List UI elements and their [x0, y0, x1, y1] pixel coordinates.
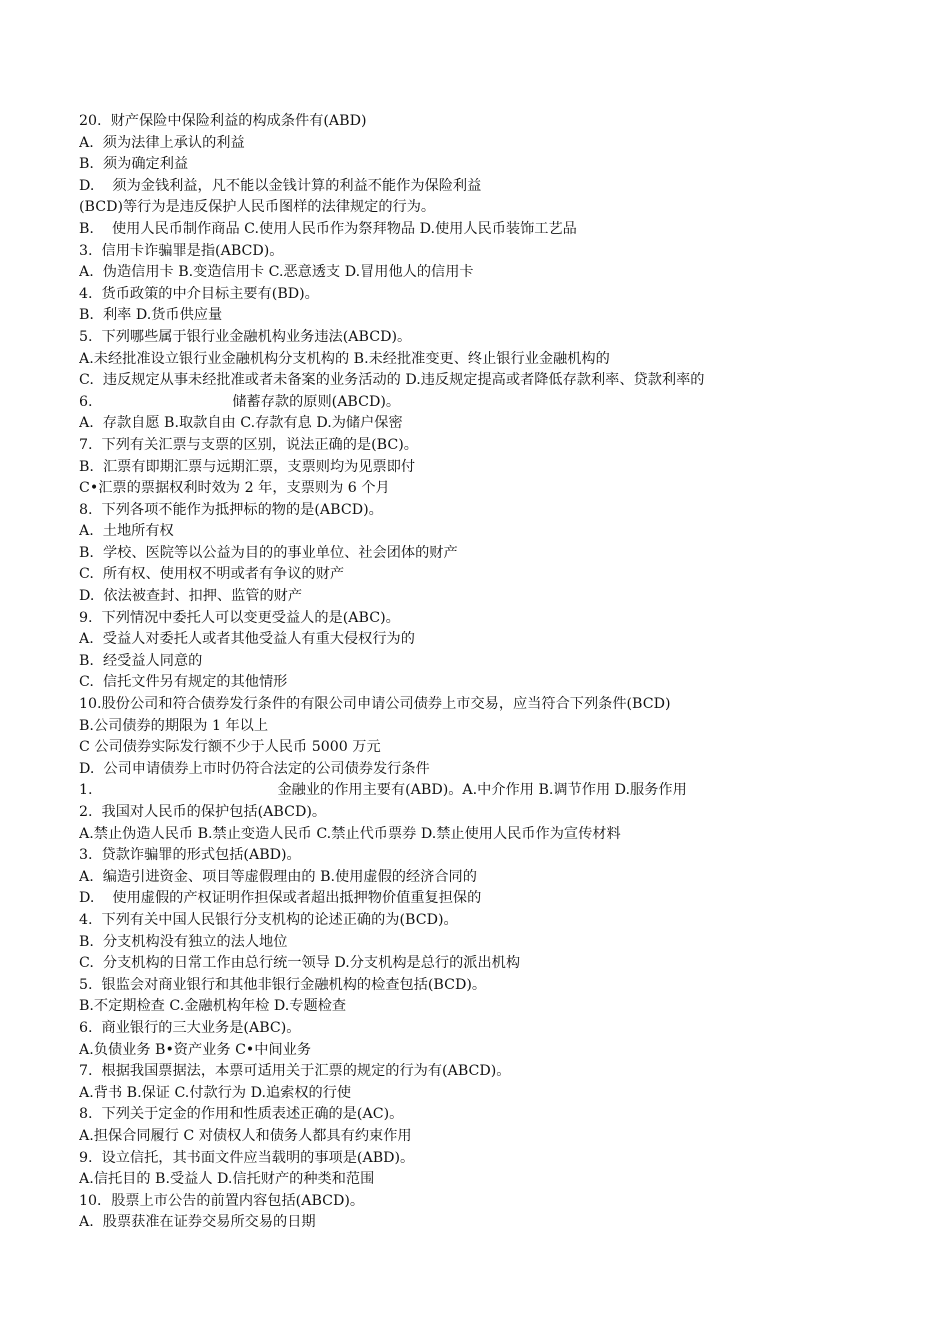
- text-line: 10．股票上市公告的前置内容包括(ABCD)。: [79, 1192, 365, 1209]
- text-line: C. 分支机构的日常工作由总行统一领导 D.分支机构是总行的派出机构: [79, 955, 521, 972]
- text-line: 7. 根据我国票据法，本票可适用关于汇票的规定的行为有(ABCD)。: [79, 1063, 511, 1080]
- text-line: 9. 设立信托，其书面文件应当载明的事项是(ABD)。: [79, 1149, 415, 1166]
- text-line: A.信托目的 B.受益人 D.信托财产的种类和范围: [79, 1171, 375, 1188]
- text-line: B. 须为确定利益: [79, 156, 189, 173]
- text-line: B. 使用人民币制作商品 C.使用人民币作为祭拜物品 D.使用人民币装饰工艺品: [79, 220, 577, 237]
- text-line: B. 分支机构没有独立的法人地位: [79, 933, 288, 950]
- text-line: 4. 货币政策的中介目标主要有(BD)。: [79, 285, 319, 302]
- text-line: A.背书 B.保证 C.付款行为 D.追索权的行使: [79, 1084, 352, 1101]
- text-line: D. 须为金钱利益，凡不能以金钱计算的利益不能作为保险利益: [79, 177, 482, 194]
- text-line: 6. 商业银行的三大业务是(ABC)。: [79, 1019, 301, 1036]
- text-line: B. 利率 D.货币供应量: [79, 307, 223, 324]
- text-line: B. 学校、医院等以公益为目的的事业单位、社会团体的财产: [79, 544, 458, 561]
- text-line: 5. 银监会对商业银行和其他非银行金融机构的检查包括(BCD)。: [79, 976, 487, 993]
- text-line: 20. 财产保险中保险利益的构成条件有(ABD): [79, 113, 367, 129]
- text-line: A.担保合同履行 C 对债权人和债务人都具有约束作用: [79, 1127, 412, 1144]
- text-line: C 公司债券实际发行额不少于人民币 5000 万元: [79, 739, 381, 756]
- text-line: D. 公司申请债券上市时仍符合法定的公司债券发行条件: [79, 760, 430, 777]
- text-line: 7. 下列有关汇票与支票的区别，说法正确的是(BC)。: [79, 436, 418, 453]
- text-line: C. 违反规定从事未经批准或者未备案的业务活动的 D.违反规定提高或者降低存款利率、贷款利率的: [79, 372, 705, 389]
- text-line: 4. 下列有关中国人民银行分支机构的论述正确的为(BCD)。: [79, 911, 458, 928]
- text-line: A. 受益人对委托人或者其他受益人有重大侵权行为的: [79, 631, 415, 648]
- text-line: A.未经批准设立银行业金融机构分支机构的 B.未经批准变更、终止银行业金融机构的: [79, 350, 610, 367]
- text-line: 3. 信用卡诈骗罪是指(ABCD)。: [79, 242, 284, 259]
- text-line: 1. 金融业的作用主要有(ABD)。A.中介作用 B.调节作用 D.服务作用: [79, 782, 687, 799]
- text-line: A. 伪造信用卡 B.变造信用卡 C.恶意透支 D.冒用他人的信用卡: [79, 264, 474, 281]
- text-line: 5. 下列哪些属于银行业金融机构业务违法(ABCD)。: [79, 328, 412, 345]
- text-line: C. 信托文件另有规定的其他情形: [79, 674, 288, 691]
- text-line: D. 使用虚假的产权证明作担保或者超出抵押物价值重复担保的: [79, 890, 482, 907]
- text-line: A. 土地所有权: [79, 523, 174, 540]
- text-line: B. 经受益人同意的: [79, 652, 203, 669]
- text-line: A.禁止伪造人民币 B.禁止变造人民币 C.禁止代币票券 D.禁止使用人民币作为宣传材料: [79, 825, 621, 842]
- text-line: 8. 下列各项不能作为抵押标的物的是(ABCD)。: [79, 501, 383, 518]
- text-line: 8. 下列关于定金的作用和性质表述正确的是(AC)。: [79, 1106, 404, 1123]
- text-line: B.不定期检查 C.金融机构年检 D.专题检查: [79, 998, 347, 1015]
- text-line: B. 汇票有即期汇票与远期汇票，支票则均为见票即付: [79, 458, 416, 475]
- text-line: B.公司债券的期限为 1 年以上: [79, 717, 269, 734]
- text-line: 9. 下列情况中委托人可以变更受益人的是(ABC)。: [79, 609, 400, 626]
- text-line: C. 所有权、使用权不明或者有争议的财产: [79, 566, 345, 583]
- text-line: 10.股份公司和符合债券发行条件的有限公司申请公司债券上市交易，应当符合下列条件(BCD): [79, 696, 671, 713]
- text-line: D. 依法被查封、扣押、监管的财产: [79, 588, 303, 605]
- text-line: 6. 储蓄存款的原则(ABCD)。: [79, 393, 401, 410]
- text-line: C•汇票的票据权利时效为 2 年，支票则为 6 个月: [79, 480, 390, 497]
- document-page: [79, 111, 909, 1234]
- text-line: 3. 贷款诈骗罪的形式包括(ABD)。: [79, 847, 301, 864]
- text-line: A.负债业务 B•资产业务 C•中间业务: [79, 1041, 312, 1058]
- text-line: (BCD)等行为是违反保护人民币图样的法律规定的行为。: [79, 199, 436, 216]
- text-line: A. 编造引进资金、项目等虚假理由的 B.使用虚假的经济合同的: [79, 868, 477, 885]
- text-line: A. 存款自愿 B.取款自由 C.存款有息 D.为储户保密: [79, 415, 403, 432]
- text-line: A. 股票获准在证券交易所交易的日期: [79, 1214, 316, 1231]
- text-line: A. 须为法律上承认的利益: [79, 134, 245, 151]
- text-line: 2. 我国对人民币的保护包括(ABCD)。: [79, 804, 327, 820]
